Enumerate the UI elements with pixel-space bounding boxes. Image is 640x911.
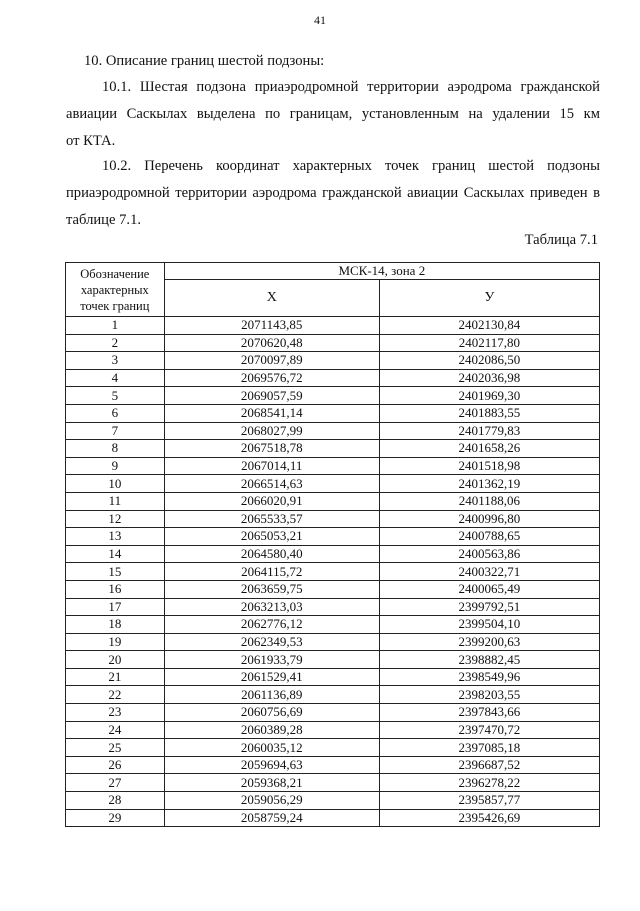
cell-y: 2401883,55 bbox=[379, 404, 599, 422]
cell-point-id: 10 bbox=[66, 475, 165, 493]
cell-point-id: 16 bbox=[66, 580, 165, 598]
table-row bbox=[66, 580, 600, 598]
cell-y: 2395857,77 bbox=[379, 792, 599, 810]
table-row bbox=[66, 686, 600, 704]
cell-point-id: 13 bbox=[66, 528, 165, 546]
table-row bbox=[66, 510, 600, 528]
cell-point-id: 22 bbox=[66, 686, 165, 704]
cell-x: 2064115,72 bbox=[164, 563, 379, 581]
table-body bbox=[66, 317, 600, 827]
cell-y: 2396687,52 bbox=[379, 756, 599, 774]
cell-y: 2402130,84 bbox=[379, 317, 599, 335]
cell-x: 2058759,24 bbox=[164, 809, 379, 827]
cell-point-id: 29 bbox=[66, 809, 165, 827]
cell-point-id: 5 bbox=[66, 387, 165, 405]
table-row bbox=[66, 545, 600, 563]
cell-x: 2063213,03 bbox=[164, 598, 379, 616]
cell-y: 2397470,72 bbox=[379, 721, 599, 739]
paragraph-line: таблице 7.1. bbox=[66, 212, 142, 228]
table-row bbox=[66, 404, 600, 422]
table-row bbox=[66, 369, 600, 387]
table-row bbox=[66, 528, 600, 546]
table-row bbox=[66, 809, 600, 827]
header-x: Х bbox=[164, 280, 379, 317]
table-row bbox=[66, 334, 600, 352]
cell-y: 2400065,49 bbox=[379, 580, 599, 598]
cell-point-id: 18 bbox=[66, 616, 165, 634]
cell-x: 2067518,78 bbox=[164, 440, 379, 458]
table-row bbox=[66, 633, 600, 651]
cell-x: 2061933,79 bbox=[164, 651, 379, 669]
cell-point-id: 15 bbox=[66, 563, 165, 581]
cell-y: 2402117,80 bbox=[379, 334, 599, 352]
table-row bbox=[66, 774, 600, 792]
cell-x: 2061136,89 bbox=[164, 686, 379, 704]
table-row bbox=[66, 352, 600, 370]
table-row bbox=[66, 563, 600, 581]
table-row bbox=[66, 721, 600, 739]
cell-point-id: 12 bbox=[66, 510, 165, 528]
cell-y: 2400322,71 bbox=[379, 563, 599, 581]
table-row bbox=[66, 704, 600, 722]
header-coordinate-system: МСК-14, зона 2 bbox=[164, 263, 599, 280]
cell-y: 2402036,98 bbox=[379, 369, 599, 387]
cell-x: 2066514,63 bbox=[164, 475, 379, 493]
cell-point-id: 9 bbox=[66, 457, 165, 475]
cell-point-id: 3 bbox=[66, 352, 165, 370]
paragraph-line: 10.2. Перечень координат характерных точек границ шестой подзоны bbox=[102, 158, 600, 174]
table-row bbox=[66, 475, 600, 493]
table-row bbox=[66, 422, 600, 440]
cell-y: 2399792,51 bbox=[379, 598, 599, 616]
cell-x: 2070097,89 bbox=[164, 352, 379, 370]
cell-x: 2069057,59 bbox=[164, 387, 379, 405]
cell-y: 2399504,10 bbox=[379, 616, 599, 634]
cell-y: 2397843,66 bbox=[379, 704, 599, 722]
table-row bbox=[66, 317, 600, 335]
table-row bbox=[66, 440, 600, 458]
table-row bbox=[66, 739, 600, 757]
cell-x: 2066020,91 bbox=[164, 492, 379, 510]
cell-x: 2068541,14 bbox=[164, 404, 379, 422]
table-row bbox=[66, 668, 600, 686]
cell-point-id: 2 bbox=[66, 334, 165, 352]
cell-point-id: 28 bbox=[66, 792, 165, 810]
cell-y: 2396278,22 bbox=[379, 774, 599, 792]
coordinates-table bbox=[65, 262, 600, 827]
cell-y: 2399200,63 bbox=[379, 633, 599, 651]
cell-y: 2398882,45 bbox=[379, 651, 599, 669]
cell-x: 2061529,41 bbox=[164, 668, 379, 686]
cell-point-id: 1 bbox=[66, 317, 165, 335]
page-number: 41 bbox=[314, 13, 326, 27]
table-row bbox=[66, 651, 600, 669]
cell-x: 2070620,48 bbox=[164, 334, 379, 352]
cell-point-id: 20 bbox=[66, 651, 165, 669]
cell-x: 2060035,12 bbox=[164, 739, 379, 757]
cell-point-id: 23 bbox=[66, 704, 165, 722]
cell-point-id: 14 bbox=[66, 545, 165, 563]
paragraph-line: 10.1. Шестая подзона приаэродромной территории аэродрома гражданской bbox=[102, 79, 600, 95]
table-row bbox=[66, 598, 600, 616]
cell-x: 2060756,69 bbox=[164, 704, 379, 722]
cell-point-id: 24 bbox=[66, 721, 165, 739]
cell-y: 2397085,18 bbox=[379, 739, 599, 757]
cell-point-id: 8 bbox=[66, 440, 165, 458]
cell-x: 2068027,99 bbox=[164, 422, 379, 440]
table-row bbox=[66, 492, 600, 510]
cell-x: 2063659,75 bbox=[164, 580, 379, 598]
cell-y: 2400788,65 bbox=[379, 528, 599, 546]
cell-x: 2059056,29 bbox=[164, 792, 379, 810]
cell-y: 2401969,30 bbox=[379, 387, 599, 405]
cell-x: 2062349,53 bbox=[164, 633, 379, 651]
cell-point-id: 6 bbox=[66, 404, 165, 422]
cell-point-id: 19 bbox=[66, 633, 165, 651]
cell-point-id: 21 bbox=[66, 668, 165, 686]
cell-x: 2060389,28 bbox=[164, 721, 379, 739]
cell-x: 2069576,72 bbox=[164, 369, 379, 387]
cell-y: 2400996,80 bbox=[379, 510, 599, 528]
paragraph-line: приаэродромной территории аэродрома гражданской авиации Саскылах приведен в bbox=[66, 185, 600, 201]
cell-x: 2065533,57 bbox=[164, 510, 379, 528]
cell-y: 2398549,96 bbox=[379, 668, 599, 686]
cell-y: 2401518,98 bbox=[379, 457, 599, 475]
cell-x: 2062776,12 bbox=[164, 616, 379, 634]
paragraph-line: от КТА. bbox=[66, 133, 116, 149]
cell-x: 2065053,21 bbox=[164, 528, 379, 546]
cell-x: 2071143,85 bbox=[164, 317, 379, 335]
table-row bbox=[66, 616, 600, 634]
cell-y: 2402086,50 bbox=[379, 352, 599, 370]
cell-x: 2059694,63 bbox=[164, 756, 379, 774]
cell-y: 2395426,69 bbox=[379, 809, 599, 827]
cell-y: 2398203,55 bbox=[379, 686, 599, 704]
cell-point-id: 7 bbox=[66, 422, 165, 440]
cell-x: 2067014,11 bbox=[164, 457, 379, 475]
cell-y: 2400563,86 bbox=[379, 545, 599, 563]
table-row bbox=[66, 756, 600, 774]
cell-point-id: 26 bbox=[66, 756, 165, 774]
cell-point-id: 4 bbox=[66, 369, 165, 387]
cell-y: 2401188,06 bbox=[379, 492, 599, 510]
cell-y: 2401658,26 bbox=[379, 440, 599, 458]
cell-point-id: 25 bbox=[66, 739, 165, 757]
cell-point-id: 17 bbox=[66, 598, 165, 616]
cell-x: 2064580,40 bbox=[164, 545, 379, 563]
header-y: У bbox=[379, 280, 599, 317]
paragraph-line: авиации Саскылах выделена по границам, установленным на удалении 15 км bbox=[66, 106, 600, 122]
cell-y: 2401779,83 bbox=[379, 422, 599, 440]
table-row bbox=[66, 792, 600, 810]
table-row bbox=[66, 387, 600, 405]
section-title: 10. Описание границ шестой подзоны: bbox=[84, 53, 325, 69]
cell-point-id: 27 bbox=[66, 774, 165, 792]
table-row bbox=[66, 457, 600, 475]
table-caption: Таблица 7.1 bbox=[524, 232, 598, 248]
cell-y: 2401362,19 bbox=[379, 475, 599, 493]
cell-x: 2059368,21 bbox=[164, 774, 379, 792]
cell-point-id: 11 bbox=[66, 492, 165, 510]
header-point-designation: Обозначение характерных точек границ bbox=[66, 263, 165, 317]
